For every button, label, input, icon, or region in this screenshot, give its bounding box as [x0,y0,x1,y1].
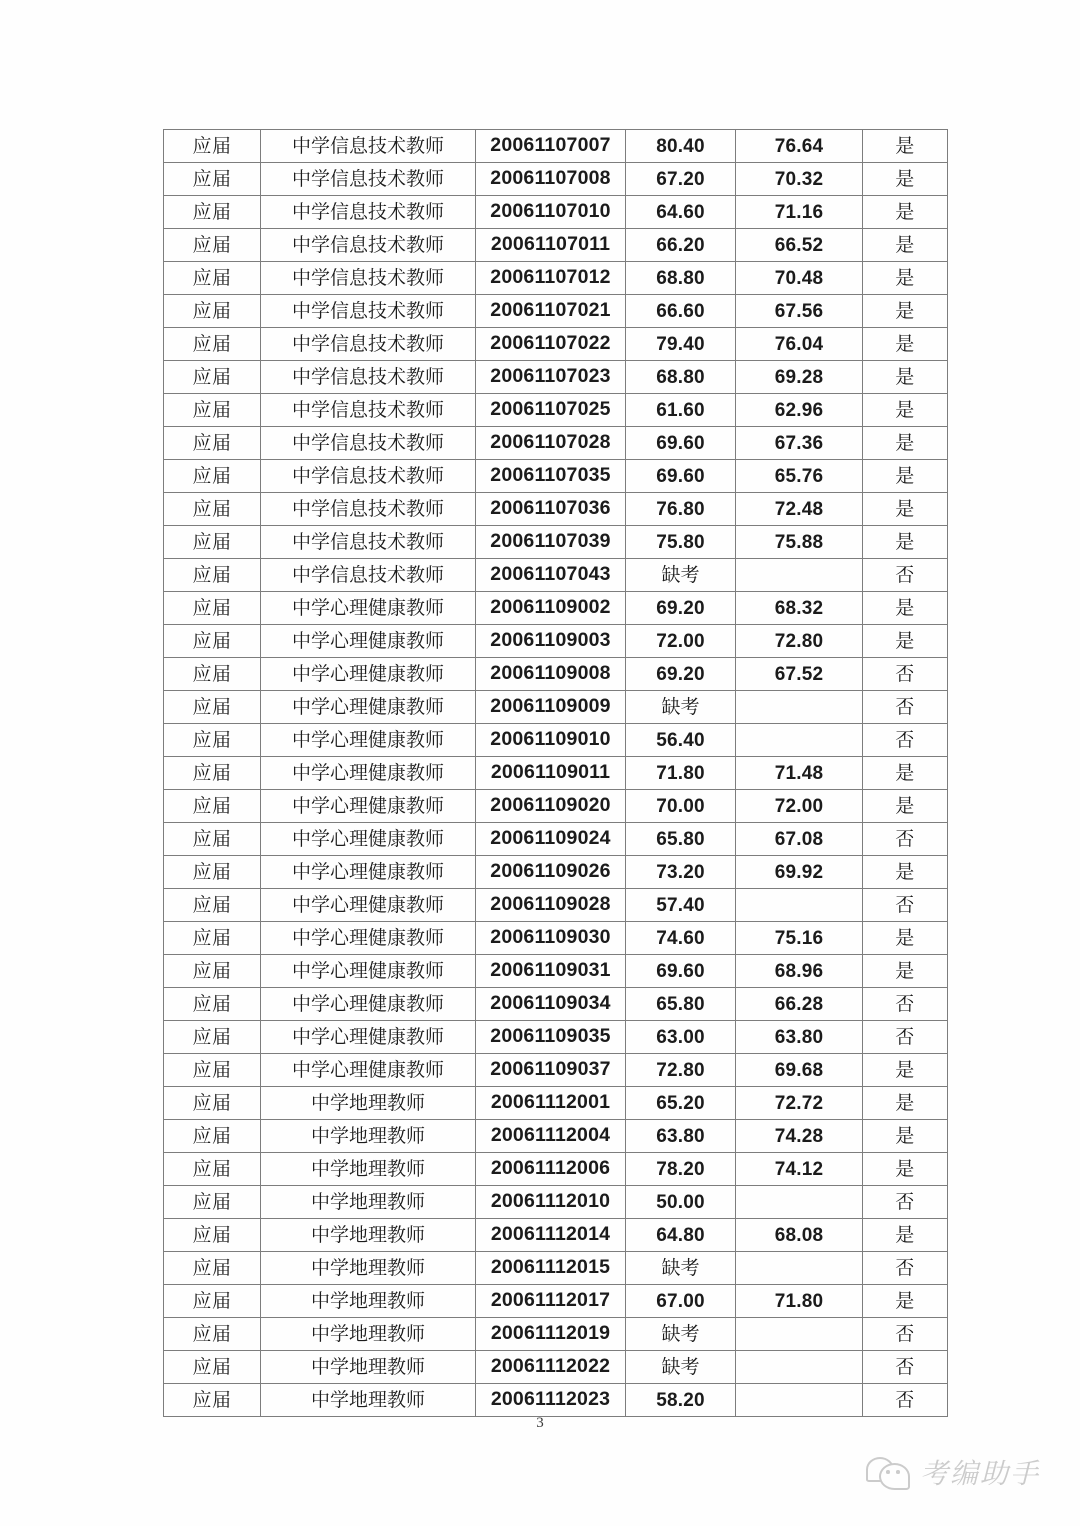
cell-ticket-number: 20061107023 [476,361,626,394]
cell-written-score: 68.80 [626,262,736,295]
cell-interview-score: 66.28 [736,988,863,1021]
cell-candidate-type: 应届 [164,427,261,460]
cell-ticket-number: 20061107036 [476,493,626,526]
cell-position-name: 中学心理健康教师 [261,922,476,955]
cell-qualified-flag: 是 [863,856,948,889]
cell-position-name: 中学心理健康教师 [261,1054,476,1087]
cell-position-name: 中学信息技术教师 [261,526,476,559]
cell-interview-score [736,691,863,724]
cell-ticket-number: 20061112015 [476,1252,626,1285]
cell-interview-score: 75.88 [736,526,863,559]
cell-candidate-type: 应届 [164,1252,261,1285]
cell-written-score: 64.60 [626,196,736,229]
cell-candidate-type: 应届 [164,295,261,328]
cell-candidate-type: 应届 [164,1219,261,1252]
cell-interview-score: 76.64 [736,130,863,163]
table-row [164,1285,948,1318]
cell-interview-score [736,1384,863,1417]
table-row [164,823,948,856]
cell-qualified-flag: 是 [863,163,948,196]
cell-candidate-type: 应届 [164,196,261,229]
table-row [164,922,948,955]
cell-ticket-number: 20061112019 [476,1318,626,1351]
cell-interview-score: 67.52 [736,658,863,691]
cell-qualified-flag: 是 [863,1087,948,1120]
cell-ticket-number: 20061109030 [476,922,626,955]
cell-ticket-number: 20061109035 [476,1021,626,1054]
cell-candidate-type: 应届 [164,1186,261,1219]
cell-qualified-flag: 否 [863,691,948,724]
cell-qualified-flag: 是 [863,460,948,493]
cell-position-name: 中学信息技术教师 [261,295,476,328]
cell-position-name: 中学地理教师 [261,1285,476,1318]
cell-qualified-flag: 是 [863,229,948,262]
cell-ticket-number: 20061109020 [476,790,626,823]
cell-qualified-flag: 否 [863,1252,948,1285]
cell-qualified-flag: 是 [863,1285,948,1318]
cell-written-score: 65.80 [626,823,736,856]
cell-interview-score: 66.52 [736,229,863,262]
cell-interview-score: 69.68 [736,1054,863,1087]
table-row [164,625,948,658]
cell-qualified-flag: 是 [863,328,948,361]
cell-written-score: 缺考 [626,1252,736,1285]
cell-ticket-number: 20061107035 [476,460,626,493]
table-row [164,196,948,229]
cell-position-name: 中学信息技术教师 [261,229,476,262]
cell-candidate-type: 应届 [164,625,261,658]
cell-qualified-flag: 是 [863,130,948,163]
cell-qualified-flag: 是 [863,1054,948,1087]
cell-qualified-flag: 是 [863,262,948,295]
cell-interview-score: 67.36 [736,427,863,460]
cell-ticket-number: 20061112014 [476,1219,626,1252]
cell-ticket-number: 20061107007 [476,130,626,163]
cell-qualified-flag: 是 [863,295,948,328]
table-row [164,757,948,790]
cell-written-score: 76.80 [626,493,736,526]
cell-qualified-flag: 是 [863,394,948,427]
cell-position-name: 中学心理健康教师 [261,823,476,856]
cell-candidate-type: 应届 [164,328,261,361]
cell-interview-score: 65.76 [736,460,863,493]
cell-candidate-type: 应届 [164,526,261,559]
table-row [164,130,948,163]
cell-interview-score [736,724,863,757]
cell-candidate-type: 应届 [164,889,261,922]
cell-candidate-type: 应届 [164,1120,261,1153]
cell-interview-score: 69.92 [736,856,863,889]
cell-candidate-type: 应届 [164,592,261,625]
cell-written-score: 64.80 [626,1219,736,1252]
watermark-text: 考编助手 [920,1457,1041,1490]
watermark [866,1452,1040,1492]
cell-ticket-number: 20061107021 [476,295,626,328]
table-row [164,1318,948,1351]
cell-written-score: 74.60 [626,922,736,955]
table-row [164,526,948,559]
cell-written-score: 72.00 [626,625,736,658]
cell-written-score: 68.80 [626,361,736,394]
cell-ticket-number: 20061112006 [476,1153,626,1186]
cell-candidate-type: 应届 [164,1318,261,1351]
cell-candidate-type: 应届 [164,955,261,988]
cell-position-name: 中学地理教师 [261,1219,476,1252]
cell-position-name: 中学地理教师 [261,1153,476,1186]
cell-ticket-number: 20061109034 [476,988,626,1021]
table-row [164,955,948,988]
cell-position-name: 中学地理教师 [261,1318,476,1351]
table-row [164,1384,948,1417]
cell-position-name: 中学心理健康教师 [261,724,476,757]
cell-written-score: 61.60 [626,394,736,427]
cell-position-name: 中学心理健康教师 [261,1021,476,1054]
table-row [164,790,948,823]
cell-interview-score: 72.72 [736,1087,863,1120]
cell-written-score: 66.20 [626,229,736,262]
cell-interview-score: 74.12 [736,1153,863,1186]
cell-qualified-flag: 否 [863,724,948,757]
cell-position-name: 中学信息技术教师 [261,163,476,196]
cell-written-score: 65.80 [626,988,736,1021]
cell-position-name: 中学信息技术教师 [261,493,476,526]
cell-written-score: 缺考 [626,1351,736,1384]
cell-interview-score [736,1318,863,1351]
cell-qualified-flag: 是 [863,1120,948,1153]
cell-candidate-type: 应届 [164,361,261,394]
cell-position-name: 中学心理健康教师 [261,757,476,790]
cell-written-score: 67.20 [626,163,736,196]
cell-written-score: 80.40 [626,130,736,163]
cell-qualified-flag: 是 [863,1219,948,1252]
cell-ticket-number: 20061109009 [476,691,626,724]
table-row [164,328,948,361]
cell-written-score: 69.60 [626,427,736,460]
cell-ticket-number: 20061109008 [476,658,626,691]
cell-candidate-type: 应届 [164,493,261,526]
cell-candidate-type: 应届 [164,691,261,724]
cell-candidate-type: 应届 [164,1384,261,1417]
table-row [164,262,948,295]
cell-position-name: 中学地理教师 [261,1186,476,1219]
cell-position-name: 中学信息技术教师 [261,361,476,394]
cell-qualified-flag: 否 [863,823,948,856]
cell-candidate-type: 应届 [164,724,261,757]
cell-interview-score: 62.96 [736,394,863,427]
table-row [164,163,948,196]
cell-qualified-flag: 是 [863,592,948,625]
exam-score-table [163,129,948,1417]
cell-position-name: 中学信息技术教师 [261,328,476,361]
cell-written-score: 73.20 [626,856,736,889]
cell-qualified-flag: 是 [863,427,948,460]
cell-position-name: 中学地理教师 [261,1120,476,1153]
cell-interview-score [736,559,863,592]
table-row [164,691,948,724]
cell-candidate-type: 应届 [164,658,261,691]
cell-ticket-number: 20061109003 [476,625,626,658]
cell-ticket-number: 20061109031 [476,955,626,988]
cell-interview-score: 63.80 [736,1021,863,1054]
table-row [164,1219,948,1252]
table-row [164,658,948,691]
cell-qualified-flag: 否 [863,1021,948,1054]
cell-candidate-type: 应届 [164,1054,261,1087]
cell-qualified-flag: 否 [863,1351,948,1384]
cell-candidate-type: 应届 [164,856,261,889]
cell-interview-score: 68.96 [736,955,863,988]
cell-candidate-type: 应届 [164,1021,261,1054]
table-row [164,559,948,592]
cell-qualified-flag: 是 [863,493,948,526]
cell-written-score: 缺考 [626,1318,736,1351]
cell-qualified-flag: 是 [863,922,948,955]
cell-ticket-number: 20061107025 [476,394,626,427]
cell-ticket-number: 20061109028 [476,889,626,922]
cell-interview-score: 67.08 [736,823,863,856]
cell-ticket-number: 20061109002 [476,592,626,625]
cell-interview-score: 72.00 [736,790,863,823]
cell-interview-score: 71.16 [736,196,863,229]
cell-candidate-type: 应届 [164,559,261,592]
cell-ticket-number: 20061112023 [476,1384,626,1417]
cell-ticket-number: 20061109026 [476,856,626,889]
cell-interview-score [736,1252,863,1285]
cell-interview-score [736,1186,863,1219]
cell-interview-score: 68.08 [736,1219,863,1252]
cell-candidate-type: 应届 [164,757,261,790]
wechat-icon [866,1455,910,1489]
cell-interview-score: 67.56 [736,295,863,328]
cell-interview-score: 75.16 [736,922,863,955]
cell-interview-score [736,889,863,922]
cell-ticket-number: 20061107011 [476,229,626,262]
cell-position-name: 中学心理健康教师 [261,856,476,889]
table-row [164,394,948,427]
cell-written-score: 79.40 [626,328,736,361]
cell-interview-score: 71.80 [736,1285,863,1318]
cell-ticket-number: 20061109011 [476,757,626,790]
table-row [164,1054,948,1087]
cell-ticket-number: 20061112022 [476,1351,626,1384]
cell-written-score: 65.20 [626,1087,736,1120]
cell-candidate-type: 应届 [164,823,261,856]
cell-written-score: 58.20 [626,1384,736,1417]
cell-written-score: 69.60 [626,460,736,493]
cell-position-name: 中学心理健康教师 [261,592,476,625]
cell-written-score: 69.20 [626,658,736,691]
cell-candidate-type: 应届 [164,1087,261,1120]
cell-candidate-type: 应届 [164,1285,261,1318]
cell-written-score: 57.40 [626,889,736,922]
cell-position-name: 中学心理健康教师 [261,625,476,658]
cell-candidate-type: 应届 [164,988,261,1021]
cell-written-score: 67.00 [626,1285,736,1318]
cell-qualified-flag: 是 [863,790,948,823]
cell-qualified-flag: 否 [863,1384,948,1417]
cell-qualified-flag: 否 [863,658,948,691]
cell-ticket-number: 20061107012 [476,262,626,295]
cell-written-score: 66.60 [626,295,736,328]
table-row [164,889,948,922]
cell-candidate-type: 应届 [164,130,261,163]
cell-position-name: 中学信息技术教师 [261,196,476,229]
cell-position-name: 中学心理健康教师 [261,955,476,988]
exam-score-table-body [164,130,948,1417]
cell-interview-score: 70.32 [736,163,863,196]
table-row [164,1021,948,1054]
table-row [164,1087,948,1120]
cell-qualified-flag: 是 [863,955,948,988]
cell-interview-score: 72.80 [736,625,863,658]
cell-position-name: 中学信息技术教师 [261,130,476,163]
table-row [164,295,948,328]
cell-candidate-type: 应届 [164,1351,261,1384]
cell-position-name: 中学信息技术教师 [261,427,476,460]
cell-ticket-number: 20061107043 [476,559,626,592]
cell-interview-score: 76.04 [736,328,863,361]
cell-candidate-type: 应届 [164,163,261,196]
page-number: 3 [536,1415,544,1431]
cell-ticket-number: 20061109010 [476,724,626,757]
cell-interview-score: 68.32 [736,592,863,625]
cell-written-score: 缺考 [626,559,736,592]
cell-written-score: 70.00 [626,790,736,823]
cell-position-name: 中学心理健康教师 [261,658,476,691]
cell-position-name: 中学地理教师 [261,1252,476,1285]
cell-qualified-flag: 否 [863,559,948,592]
table-row [164,1186,948,1219]
cell-written-score: 56.40 [626,724,736,757]
cell-position-name: 中学地理教师 [261,1351,476,1384]
cell-position-name: 中学心理健康教师 [261,790,476,823]
cell-position-name: 中学心理健康教师 [261,691,476,724]
cell-ticket-number: 20061107010 [476,196,626,229]
cell-qualified-flag: 是 [863,757,948,790]
cell-position-name: 中学信息技术教师 [261,460,476,493]
cell-position-name: 中学信息技术教师 [261,394,476,427]
cell-ticket-number: 20061107022 [476,328,626,361]
cell-qualified-flag: 是 [863,196,948,229]
table-row [164,229,948,262]
cell-position-name: 中学地理教师 [261,1087,476,1120]
cell-qualified-flag: 是 [863,1153,948,1186]
cell-interview-score: 72.48 [736,493,863,526]
cell-ticket-number: 20061112017 [476,1285,626,1318]
table-row [164,427,948,460]
cell-written-score: 63.80 [626,1120,736,1153]
cell-written-score: 75.80 [626,526,736,559]
cell-qualified-flag: 是 [863,625,948,658]
cell-written-score: 71.80 [626,757,736,790]
cell-ticket-number: 20061107008 [476,163,626,196]
cell-ticket-number: 20061109024 [476,823,626,856]
cell-ticket-number: 20061107028 [476,427,626,460]
cell-qualified-flag: 否 [863,1186,948,1219]
cell-candidate-type: 应届 [164,790,261,823]
cell-qualified-flag: 否 [863,1318,948,1351]
cell-candidate-type: 应届 [164,262,261,295]
cell-qualified-flag: 是 [863,361,948,394]
cell-written-score: 78.20 [626,1153,736,1186]
cell-candidate-type: 应届 [164,1153,261,1186]
cell-qualified-flag: 否 [863,889,948,922]
table-row [164,988,948,1021]
cell-candidate-type: 应届 [164,922,261,955]
cell-qualified-flag: 是 [863,526,948,559]
table-row [164,1351,948,1384]
table-row [164,1153,948,1186]
cell-position-name: 中学心理健康教师 [261,988,476,1021]
cell-written-score: 69.60 [626,955,736,988]
cell-interview-score: 69.28 [736,361,863,394]
cell-interview-score [736,1351,863,1384]
cell-written-score: 50.00 [626,1186,736,1219]
cell-candidate-type: 应届 [164,229,261,262]
cell-candidate-type: 应届 [164,394,261,427]
cell-position-name: 中学信息技术教师 [261,262,476,295]
table-row [164,1252,948,1285]
cell-position-name: 中学信息技术教师 [261,559,476,592]
table-row [164,856,948,889]
cell-ticket-number: 20061112004 [476,1120,626,1153]
cell-ticket-number: 20061109037 [476,1054,626,1087]
cell-candidate-type: 应届 [164,460,261,493]
cell-written-score: 缺考 [626,691,736,724]
cell-interview-score: 74.28 [736,1120,863,1153]
table-row [164,493,948,526]
table-row [164,361,948,394]
cell-qualified-flag: 否 [863,988,948,1021]
cell-ticket-number: 20061112010 [476,1186,626,1219]
cell-ticket-number: 20061112001 [476,1087,626,1120]
cell-written-score: 72.80 [626,1054,736,1087]
cell-position-name: 中学地理教师 [261,1384,476,1417]
table-row [164,724,948,757]
cell-written-score: 69.20 [626,592,736,625]
cell-position-name: 中学心理健康教师 [261,889,476,922]
cell-interview-score: 71.48 [736,757,863,790]
table-row [164,592,948,625]
cell-ticket-number: 20061107039 [476,526,626,559]
cell-interview-score: 70.48 [736,262,863,295]
cell-written-score: 63.00 [626,1021,736,1054]
table-row [164,460,948,493]
table-row [164,1120,948,1153]
